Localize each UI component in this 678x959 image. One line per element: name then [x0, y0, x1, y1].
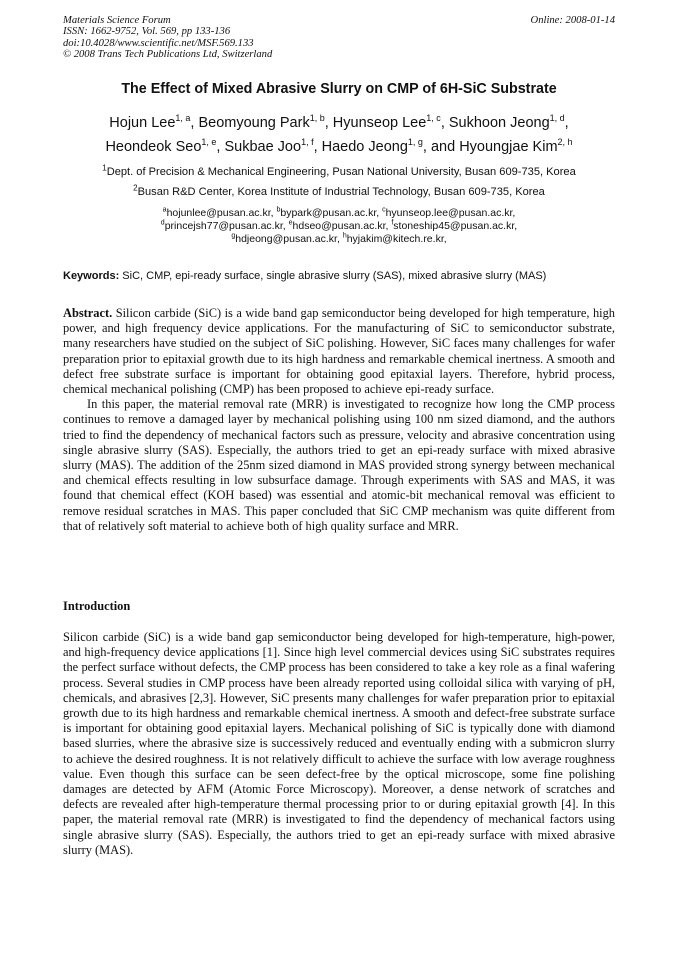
- journal-name: Materials Science Forum: [63, 15, 171, 26]
- copyright-line: © 2008 Trans Tech Publications Ltd, Switzerland: [63, 49, 273, 61]
- introduction: [63, 630, 615, 858]
- author: Hyoungjae Kim$^{2, h}$: [459, 137, 573, 155]
- abstract-paragraph-2: In this paper, the material removal rate (MRR) is investigated to recognize how long the CMP process continues to remove a damaged layer by mechanical polishing using 100 nm sized diamond, and the authors tried to find the dependency of mechanical factors such as pressure, velocity and abrasive concentration using single abrasive slurry (SAS). Especially, the authors tried to get an epi-ready surface with mixed abrasive slurry (MAS). The addition of the 25nm sized diamond in MAS provided strong synergy between mechanical and chemical effects resulting in low subsurface damage. Through experiments with SAS and MAS, it was found that chemical effect (KOH based) was essential and atomic-bit mechanical removal was efficient to remove residual scratches in MAS. This paper concluded that SiC CMP mechanism was quite different from that of relatively soft material to achieve both of high quality surface and MRR.: [63, 397, 615, 533]
- issn-line: ISSN: 1662-9752, Vol. 569, pp 133-136: [63, 26, 231, 38]
- email: $^c$hyunseop.lee@pusan.ac.kr,: [382, 206, 516, 219]
- email: $^e$hdseo@pusan.ac.kr,: [288, 219, 392, 232]
- email: $^h$hyjakim@kitech.re.kr,: [342, 232, 447, 245]
- author: Sukhoon Jeong$^{1, d}$,: [448, 113, 569, 131]
- publication-header: [63, 15, 615, 61]
- keywords: [63, 269, 623, 283]
- introduction-paragraph-1: Silicon carbide (SiC) is a wide band gap semiconductor being developed for high-temperature, high-power, and high-frequency device applications [1]. Since high level commercial devices using SiC substrates requires the perfect surface without defects, the CMP process has been considered to take a key role as a final wafering process. Several studies in CMP process have been already reported using colloidal silica with varying of pH, chemicals, and abrasives [2,3]. However, SiC presents many challenges for wafer preparation prior to epitaxial growth due to its high hardness and remarkable chemical inertness. A smooth and defect-free substrate surface is important for obtaining good epitaxial layers. Mechanical polishing of SiC is typically done with diamond based slurries, where the abrasive size is successively reduced and eventually ending with a submicron slurry to achieve the desired roughness. It is not relatively difficult to achieve the surface with low average roughness value. Even though this surface can be seen defect-free by the optical microscope, some fine polishing damages are detected by AFM (Atomic Force Microscopy). Moreover, a dense network of scratches and defects are revealed after high-temperature thermal processing prior to or during epitaxial growth [4]. In this paper, the material removal rate (MRR) is investigated to find the dependency of mechanical factors using single abrasive slurry (SAS). Especially, the authors tried to get an epi-ready surface with mixed abrasive slurry (MAS).: [63, 630, 615, 857]
- author: Hojun Lee$^{1, a}$,: [109, 113, 199, 131]
- keywords-label: Keywords:: [63, 270, 120, 282]
- abstract: [63, 306, 615, 534]
- author: Beomyoung Park$^{1, b}$,: [198, 113, 333, 131]
- paper-title: The Effect of Mixed Abrasive Slurry on CMP of 6H-SiC Substrate: [121, 81, 557, 97]
- keywords-text: SiC, CMP, epi-ready surface, single abrasive slurry (SAS), mixed abrasive slurry (MAS): [119, 270, 547, 282]
- email: $^b$bypark@pusan.ac.kr,: [276, 206, 383, 219]
- author: Haedo Jeong$^{1, g}$, and: [321, 137, 460, 155]
- author-list: [63, 111, 615, 159]
- section-heading-introduction: Introduction: [63, 599, 131, 613]
- online-date: Online: 2008-01-14: [530, 15, 615, 26]
- email: $^f$stoneship45@pusan.ac.kr,: [391, 219, 518, 232]
- author: Sukbae Joo$^{1, f}$,: [224, 137, 322, 155]
- affiliation-2: $^2$Busan R&D Center, Korea Institute of Industrial Technology, Busan 609-735, Korea: [133, 183, 545, 198]
- author: Hyunseop Lee$^{1, c}$,: [332, 113, 449, 131]
- email: $^g$hdjeong@pusan.ac.kr,: [231, 232, 343, 245]
- email-list: [63, 207, 615, 246]
- email: $^d$princejsh77@pusan.ac.kr,: [160, 219, 289, 232]
- email: $^a$hojunlee@pusan.ac.kr,: [162, 206, 277, 219]
- doi-line: doi:10.4028/www.scientific.net/MSF.569.133: [63, 37, 254, 49]
- affiliation-1: $^1$Dept. of Precision & Mechanical Engineering, Pusan National University, Busan 609-735, Korea: [102, 163, 576, 178]
- author: Heondeok Seo$^{1, e}$,: [105, 137, 225, 155]
- abstract-paragraph-1: Abstract. Silicon carbide (SiC) is a wide band gap semiconductor being developed for high temperature, high power, and high frequency device applications. For the manufacturing of SiC to semiconductor substrate, many researchers have studied on the subject of SiC polishing. However, SiC faces many challenges for wafer preparation prior to epitaxial growth due to its high hardness and remarkable chemical inertness. A smooth and defect free substrate surface is important for obtaining good epitaxial layers. Therefore, hybrid process, chemical mechanical polishing (CMP) has been proposed to achieve epi-ready surface.: [63, 306, 615, 397]
- abstract-label: Abstract.: [63, 306, 113, 320]
